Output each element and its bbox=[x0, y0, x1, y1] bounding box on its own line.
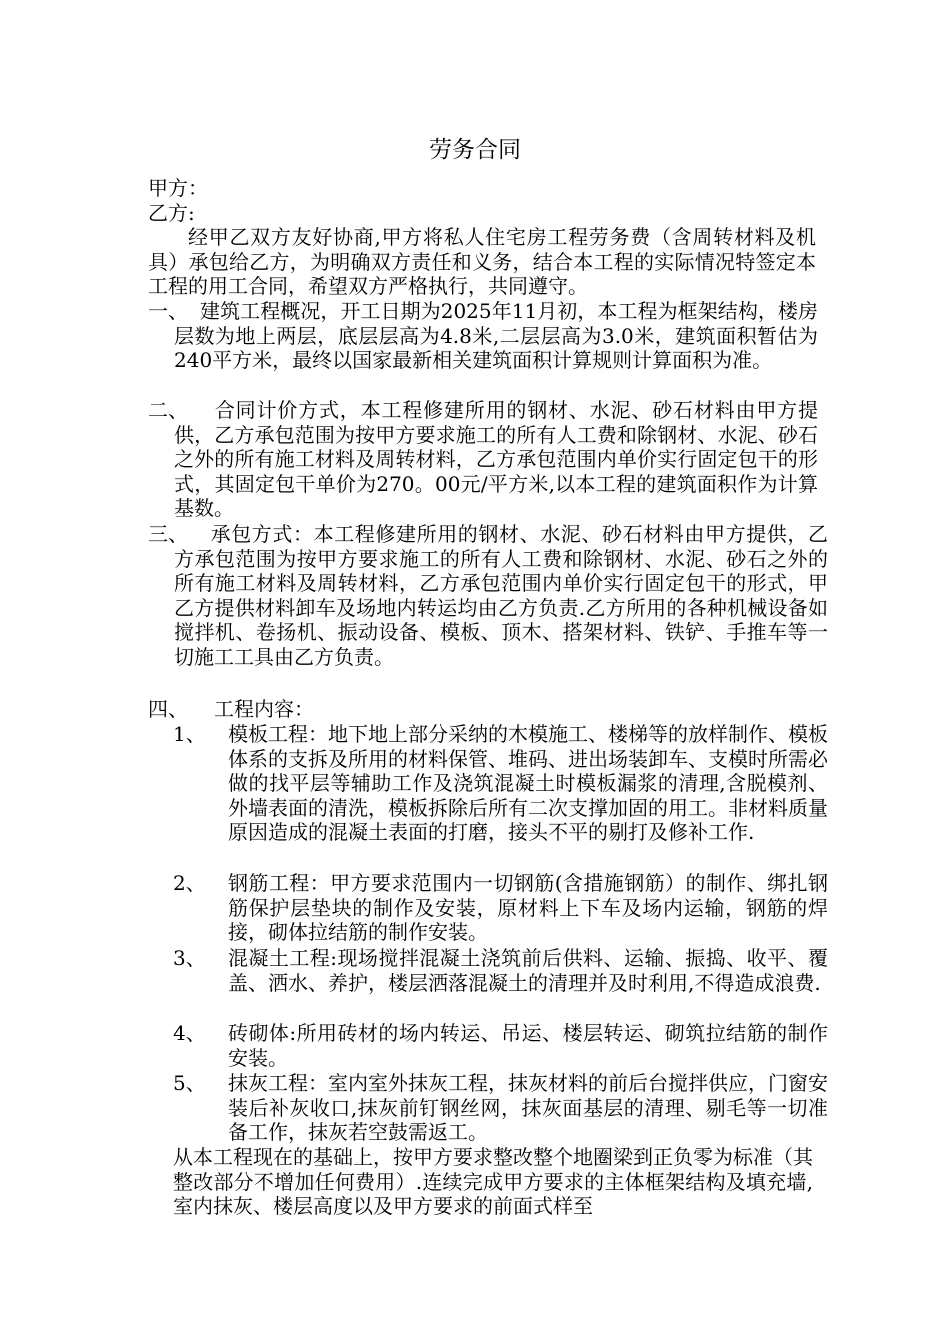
section-2 bbox=[148, 398, 818, 521]
section-3-number: 三、 bbox=[148, 522, 188, 546]
work-item-5 bbox=[173, 1071, 828, 1145]
section-1-number: 一、 bbox=[148, 299, 188, 323]
work-item-1 bbox=[173, 722, 828, 845]
work-item-4 bbox=[173, 1021, 828, 1070]
work-item-2-text: 钢筋工程：甲方要求范围内一切钢筋(含措施钢筋）的制作、绑扎钢筋保护层垫块的制作及安装，原材料上下车及场内运输，钢筋的焊接，砌体拉结筋的制作安装。 bbox=[228, 871, 828, 945]
section-2-text: 合同计价方式，本工程修建所用的钢材、水泥、砂石材料由甲方提供，乙方承包范围为按甲方要求施工的所有人工费和除钢材、水泥、砂石之外的所有施工材料及周转材料，乙方承包范围内单价实行固定包干的形式，其固定包干单价为270。00元/平方米,以本工程的建筑面积作为计算基数。 bbox=[174, 398, 818, 521]
section-4-text: 工程内容： bbox=[214, 697, 314, 721]
party-b-label: 乙方: bbox=[148, 201, 195, 225]
section-2-number: 二、 bbox=[148, 398, 188, 422]
intro-paragraph: 经甲乙双方友好协商,甲方将私人住宅房工程劳务费（含周转材料及机具）承包给乙方，为明确双方责任和义务，结合本工程的实际情况特签定本工程的用工合同，希望双方严格执行，共同遵守。 bbox=[148, 225, 816, 299]
work-item-4-number: 4、 bbox=[173, 1021, 206, 1045]
section-1-text: 建筑工程概况，开工日期为2025年11月初，本工程为框架结构，楼房层数为地上两层，底层层高为4.8米,二层层高为3.0米，建筑面积暂估为240平方米，最终以国家最新相关建筑面积计算规则计算面积为准。 bbox=[174, 299, 818, 373]
work-item-4-text: 砖砌体:所用砖材的场内转运、吊运、楼层转运、砌筑拉结筋的制作安装。 bbox=[228, 1021, 828, 1070]
party-a-label: 甲方： bbox=[148, 176, 208, 200]
work-item-1-number: 1、 bbox=[173, 722, 206, 746]
section-3-text: 承包方式：本工程修建所用的钢材、水泥、砂石材料由甲方提供，乙方承包范围为按甲方要求施工的所有人工费和除钢材、水泥、砂石之外的所有施工材料及周转材料，乙方承包范围内单价实行固定包干的形式，甲乙方提供材料卸车及场地内转运均由乙方负责.乙方所用的各种机械设备如搅拌机、卷扬机、振动设备、模板、顶木、搭架材料、铁铲、手推车等一切施工工具由乙方负责。 bbox=[174, 522, 828, 669]
section-4-number: 四、 bbox=[148, 697, 188, 721]
work-item-1-text: 模板工程：地下地上部分采纳的木模施工、楼梯等的放样制作、模板体系的支拆及所用的材料保管、堆码、进出场装卸车、支模时所需必做的找平层等辅助工作及浇筑混凝土时模板漏浆的清理,含脱模剂、外墙表面的清洗，模板拆除后所有二次支撑加固的用工。非材料质量原因造成的混凝土表面的打磨，接头不平的剔打及修补工作. bbox=[228, 722, 828, 845]
work-item-2 bbox=[173, 871, 828, 945]
document-title: 劳务合同 bbox=[429, 137, 521, 163]
work-item-3-text: 混凝土工程:现场搅拌混凝土浇筑前后供料、运输、振捣、收平、覆盖、洒水、养护，楼层洒落混凝土的清理并及时利用,不得造成浪费. bbox=[228, 946, 828, 995]
work-item-5-text: 抹灰工程：室内室外抹灰工程，抹灰材料的前后台搅拌供应，门窗安装后补灰收口,抹灰前钉钢丝网，抹灰面基层的清理、剔毛等一切准备工作，抹灰若空鼓需返工。 bbox=[228, 1071, 828, 1145]
work-item-5-number: 5、 bbox=[173, 1071, 206, 1095]
work-item-3-number: 3、 bbox=[173, 946, 206, 970]
work-item-2-number: 2、 bbox=[173, 871, 206, 895]
closing-paragraph: 从本工程现在的基础上，按甲方要求整改整个地圈梁到正负零为标准（其整改部分不增加任何费用）.连续完成甲方要求的主体框架结构及填充墙,室内抹灰、楼层高度以及甲方要求的前面式样至 bbox=[173, 1145, 813, 1219]
work-item-3 bbox=[173, 946, 828, 995]
section-3 bbox=[148, 522, 828, 670]
section-1 bbox=[148, 299, 818, 373]
section-4 bbox=[148, 697, 828, 722]
